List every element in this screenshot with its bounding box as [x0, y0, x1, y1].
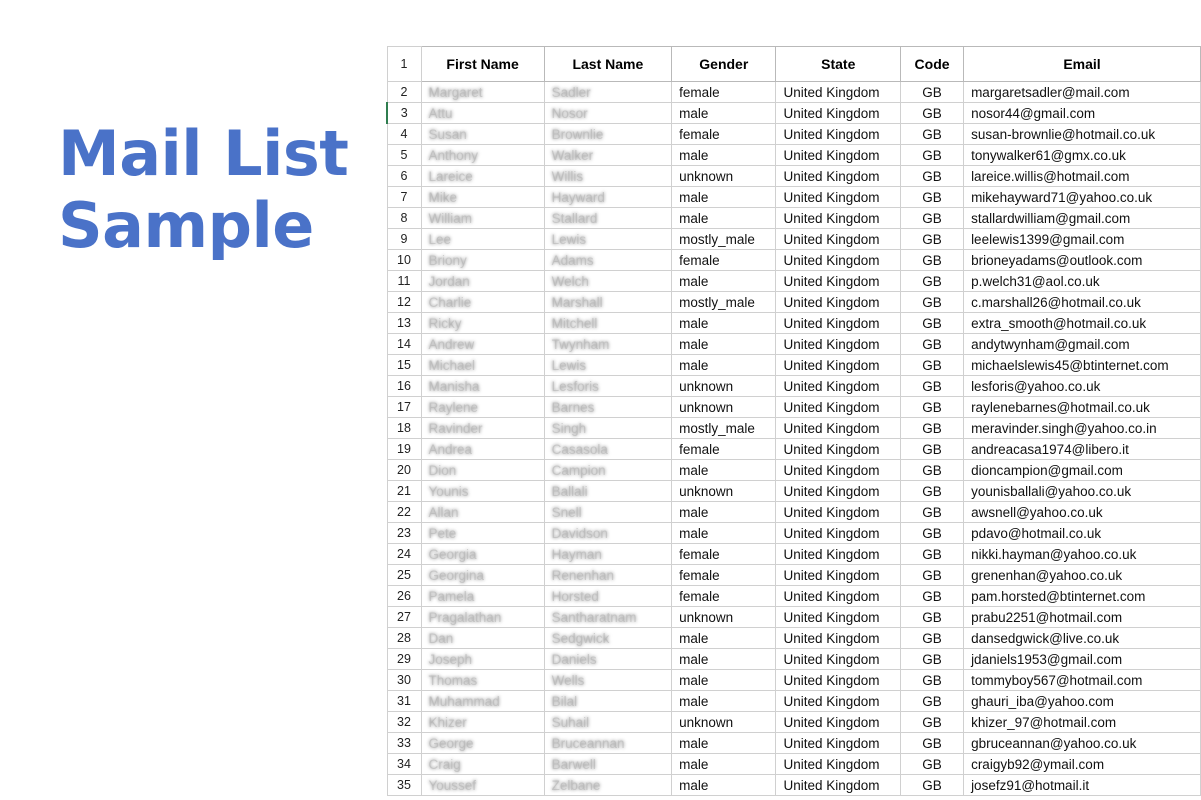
cell-first-name[interactable]: Briony: [421, 250, 544, 271]
cell-first-name[interactable]: Thomas: [421, 670, 544, 691]
cell-state[interactable]: United Kingdom: [776, 103, 901, 124]
table-row: [387, 187, 1201, 208]
table-row: [387, 607, 1201, 628]
cell-state[interactable]: United Kingdom: [776, 397, 901, 418]
cell-state[interactable]: United Kingdom: [776, 775, 901, 796]
cell-gender[interactable]: male: [672, 502, 776, 523]
cell-last-name[interactable]: Hayman: [544, 544, 671, 565]
table-header-row: [387, 47, 1201, 82]
cell-state[interactable]: United Kingdom: [776, 586, 901, 607]
column-header-last-name[interactable]: Last Name: [544, 47, 671, 82]
cell-state[interactable]: United Kingdom: [776, 313, 901, 334]
cell-last-name[interactable]: Hayward: [544, 187, 671, 208]
cell-last-name[interactable]: Suhail: [544, 712, 671, 733]
row-number-cell[interactable]: 11: [387, 271, 421, 292]
title-line-1: Mail List: [58, 117, 349, 190]
cell-state[interactable]: United Kingdom: [776, 334, 901, 355]
cell-email[interactable]: raylenebarnes@hotmail.co.uk: [964, 397, 1201, 418]
cell-code[interactable]: GB: [901, 418, 964, 439]
cell-last-name[interactable]: Sedgwick: [544, 628, 671, 649]
cell-code[interactable]: GB: [901, 691, 964, 712]
cell-code[interactable]: GB: [901, 649, 964, 670]
cell-first-name[interactable]: Anthony: [421, 145, 544, 166]
cell-state[interactable]: United Kingdom: [776, 229, 901, 250]
table-row: [387, 166, 1201, 187]
row-number-cell[interactable]: 18: [387, 418, 421, 439]
cell-first-name[interactable]: Khizer: [421, 712, 544, 733]
cell-email[interactable]: josefz91@hotmail.it: [964, 775, 1201, 796]
cell-last-name[interactable]: Bilal: [544, 691, 671, 712]
table-row: [387, 628, 1201, 649]
cell-code[interactable]: GB: [901, 271, 964, 292]
cell-gender[interactable]: male: [672, 628, 776, 649]
cell-state[interactable]: United Kingdom: [776, 502, 901, 523]
cell-code[interactable]: GB: [901, 628, 964, 649]
cell-first-name[interactable]: Pragalathan: [421, 607, 544, 628]
cell-state[interactable]: United Kingdom: [776, 355, 901, 376]
row-number-cell[interactable]: 8: [387, 208, 421, 229]
table-row: [387, 649, 1201, 670]
cell-email[interactable]: andytwynham@gmail.com: [964, 334, 1201, 355]
row-number-cell[interactable]: 21: [387, 481, 421, 502]
cell-email[interactable]: tonywalker61@gmx.co.uk: [964, 145, 1201, 166]
row-number-cell[interactable]: 17: [387, 397, 421, 418]
cell-email[interactable]: khizer_97@hotmail.com: [964, 712, 1201, 733]
cell-first-name[interactable]: Ricky: [421, 313, 544, 334]
row-number-cell[interactable]: 5: [387, 145, 421, 166]
cell-gender[interactable]: male: [672, 670, 776, 691]
cell-gender[interactable]: male: [672, 754, 776, 775]
cell-last-name[interactable]: Campion: [544, 460, 671, 481]
row-number-cell[interactable]: 19: [387, 439, 421, 460]
cell-gender[interactable]: unknown: [672, 607, 776, 628]
cell-first-name[interactable]: Michael: [421, 355, 544, 376]
table-row: [387, 712, 1201, 733]
cell-code[interactable]: GB: [901, 376, 964, 397]
cell-gender[interactable]: male: [672, 460, 776, 481]
cell-state[interactable]: United Kingdom: [776, 124, 901, 145]
table-row: [387, 460, 1201, 481]
cell-email[interactable]: grenenhan@yahoo.co.uk: [964, 565, 1201, 586]
cell-last-name[interactable]: Daniels: [544, 649, 671, 670]
cell-code[interactable]: GB: [901, 544, 964, 565]
cell-code[interactable]: GB: [901, 586, 964, 607]
cell-gender[interactable]: female: [672, 544, 776, 565]
cell-state[interactable]: United Kingdom: [776, 460, 901, 481]
cell-gender[interactable]: female: [672, 565, 776, 586]
cell-last-name[interactable]: Horsted: [544, 586, 671, 607]
column-header-email[interactable]: Email: [964, 47, 1201, 82]
cell-last-name[interactable]: Twynham: [544, 334, 671, 355]
table-row: [387, 418, 1201, 439]
cell-code[interactable]: GB: [901, 124, 964, 145]
table-row: [387, 439, 1201, 460]
spreadsheet: [386, 46, 1201, 796]
table-row: [387, 229, 1201, 250]
cell-state[interactable]: United Kingdom: [776, 208, 901, 229]
cell-last-name[interactable]: Welch: [544, 271, 671, 292]
cell-first-name[interactable]: Youssef: [421, 775, 544, 796]
row-number-cell[interactable]: 6: [387, 166, 421, 187]
cell-gender[interactable]: male: [672, 334, 776, 355]
cell-gender[interactable]: mostly_male: [672, 292, 776, 313]
row-number-cell[interactable]: 26: [387, 586, 421, 607]
cell-email[interactable]: andreacasa1974@libero.it: [964, 439, 1201, 460]
cell-email[interactable]: brioneyadams@outlook.com: [964, 250, 1201, 271]
cell-first-name[interactable]: Allan: [421, 502, 544, 523]
cell-code[interactable]: GB: [901, 670, 964, 691]
cell-gender[interactable]: male: [672, 145, 776, 166]
cell-first-name[interactable]: Andrew: [421, 334, 544, 355]
cell-state[interactable]: United Kingdom: [776, 691, 901, 712]
cell-code[interactable]: GB: [901, 607, 964, 628]
table-row: [387, 292, 1201, 313]
cell-last-name[interactable]: Snell: [544, 502, 671, 523]
cell-gender[interactable]: male: [672, 313, 776, 334]
cell-state[interactable]: United Kingdom: [776, 670, 901, 691]
cell-code[interactable]: GB: [901, 775, 964, 796]
cell-first-name[interactable]: Muhammad: [421, 691, 544, 712]
cell-last-name[interactable]: Ballali: [544, 481, 671, 502]
cell-code[interactable]: GB: [901, 250, 964, 271]
cell-email[interactable]: c.marshall26@hotmail.co.uk: [964, 292, 1201, 313]
row-number-cell[interactable]: 34: [387, 754, 421, 775]
cell-last-name[interactable]: Adams: [544, 250, 671, 271]
cell-state[interactable]: United Kingdom: [776, 565, 901, 586]
cell-state[interactable]: United Kingdom: [776, 628, 901, 649]
row-number-cell[interactable]: 29: [387, 649, 421, 670]
cell-gender[interactable]: male: [672, 691, 776, 712]
cell-first-name[interactable]: Ravinder: [421, 418, 544, 439]
row-number-cell[interactable]: 4: [387, 124, 421, 145]
cell-state[interactable]: United Kingdom: [776, 166, 901, 187]
cell-email[interactable]: leelewis1399@gmail.com: [964, 229, 1201, 250]
column-header-code[interactable]: Code: [901, 47, 964, 82]
cell-email[interactable]: margaretsadler@mail.com: [964, 82, 1201, 103]
cell-state[interactable]: United Kingdom: [776, 607, 901, 628]
cell-first-name[interactable]: Margaret: [421, 82, 544, 103]
cell-gender[interactable]: mostly_male: [672, 418, 776, 439]
cell-code[interactable]: GB: [901, 712, 964, 733]
title-block: [58, 118, 358, 262]
table-row: [387, 103, 1201, 124]
cell-first-name[interactable]: Mike: [421, 187, 544, 208]
cell-first-name[interactable]: Georgina: [421, 565, 544, 586]
cell-gender[interactable]: unknown: [672, 376, 776, 397]
cell-code[interactable]: GB: [901, 481, 964, 502]
cell-code[interactable]: GB: [901, 166, 964, 187]
cell-first-name[interactable]: Manisha: [421, 376, 544, 397]
cell-gender[interactable]: male: [672, 523, 776, 544]
cell-code[interactable]: GB: [901, 565, 964, 586]
row-number-cell[interactable]: 13: [387, 313, 421, 334]
cell-gender[interactable]: female: [672, 250, 776, 271]
title-line-2: Sample: [58, 189, 314, 262]
cell-gender[interactable]: unknown: [672, 481, 776, 502]
cell-first-name[interactable]: Attu: [421, 103, 544, 124]
cell-code[interactable]: GB: [901, 292, 964, 313]
table-row: [387, 397, 1201, 418]
cell-state[interactable]: United Kingdom: [776, 649, 901, 670]
table-row: [387, 544, 1201, 565]
cell-first-name[interactable]: Jordan: [421, 271, 544, 292]
cell-gender[interactable]: female: [672, 586, 776, 607]
cell-first-name[interactable]: Raylene: [421, 397, 544, 418]
row-number-cell[interactable]: 9: [387, 229, 421, 250]
table-row: [387, 775, 1201, 796]
cell-code[interactable]: GB: [901, 397, 964, 418]
row-number-cell[interactable]: 22: [387, 502, 421, 523]
cell-email[interactable]: lesforis@yahoo.co.uk: [964, 376, 1201, 397]
cell-first-name[interactable]: Younis: [421, 481, 544, 502]
cell-gender[interactable]: unknown: [672, 712, 776, 733]
cell-state[interactable]: United Kingdom: [776, 187, 901, 208]
cell-gender[interactable]: male: [672, 775, 776, 796]
row-number-cell[interactable]: 10: [387, 250, 421, 271]
table-row: [387, 502, 1201, 523]
cell-last-name[interactable]: Lesforis: [544, 376, 671, 397]
cell-first-name[interactable]: Lareice: [421, 166, 544, 187]
cell-gender[interactable]: male: [672, 733, 776, 754]
cell-first-name[interactable]: Charlie: [421, 292, 544, 313]
cell-first-name[interactable]: Andrea: [421, 439, 544, 460]
cell-last-name[interactable]: Singh: [544, 418, 671, 439]
cell-email[interactable]: nikki.hayman@yahoo.co.uk: [964, 544, 1201, 565]
cell-email[interactable]: mikehayward71@yahoo.co.uk: [964, 187, 1201, 208]
table-row: [387, 754, 1201, 775]
row-number-cell[interactable]: 28: [387, 628, 421, 649]
cell-email[interactable]: dansedgwick@live.co.uk: [964, 628, 1201, 649]
cell-email[interactable]: gbruceannan@yahoo.co.uk: [964, 733, 1201, 754]
table-row: [387, 733, 1201, 754]
cell-first-name[interactable]: Georgia: [421, 544, 544, 565]
cell-last-name[interactable]: Lewis: [544, 229, 671, 250]
cell-gender[interactable]: mostly_male: [672, 229, 776, 250]
row-number-cell[interactable]: 30: [387, 670, 421, 691]
cell-email[interactable]: stallardwilliam@gmail.com: [964, 208, 1201, 229]
cell-code[interactable]: GB: [901, 313, 964, 334]
cell-code[interactable]: GB: [901, 439, 964, 460]
row-number-cell[interactable]: 16: [387, 376, 421, 397]
cell-last-name[interactable]: Casasola: [544, 439, 671, 460]
cell-last-name[interactable]: Bruceannan: [544, 733, 671, 754]
cell-code[interactable]: GB: [901, 82, 964, 103]
table-row: [387, 670, 1201, 691]
cell-email[interactable]: extra_smooth@hotmail.co.uk: [964, 313, 1201, 334]
cell-code[interactable]: GB: [901, 523, 964, 544]
cell-email[interactable]: ghauri_iba@yahoo.com: [964, 691, 1201, 712]
cell-email[interactable]: younisballali@yahoo.co.uk: [964, 481, 1201, 502]
row-number-cell[interactable]: 15: [387, 355, 421, 376]
row-number-cell[interactable]: 7: [387, 187, 421, 208]
row-number-cell[interactable]: 3: [387, 103, 421, 124]
cell-code[interactable]: GB: [901, 208, 964, 229]
cell-email[interactable]: susan-brownlie@hotmail.co.uk: [964, 124, 1201, 145]
table-row: [387, 313, 1201, 334]
cell-state[interactable]: United Kingdom: [776, 523, 901, 544]
cell-email[interactable]: lareice.willis@hotmail.com: [964, 166, 1201, 187]
table-row: [387, 481, 1201, 502]
cell-gender[interactable]: female: [672, 82, 776, 103]
cell-first-name[interactable]: Lee: [421, 229, 544, 250]
cell-first-name[interactable]: William: [421, 208, 544, 229]
cell-last-name[interactable]: Lewis: [544, 355, 671, 376]
cell-state[interactable]: United Kingdom: [776, 292, 901, 313]
cell-code[interactable]: GB: [901, 754, 964, 775]
table-row: [387, 523, 1201, 544]
cell-gender[interactable]: male: [672, 355, 776, 376]
cell-email[interactable]: meravinder.singh@yahoo.co.in: [964, 418, 1201, 439]
cell-state[interactable]: United Kingdom: [776, 712, 901, 733]
cell-gender[interactable]: female: [672, 439, 776, 460]
cell-last-name[interactable]: Wells: [544, 670, 671, 691]
cell-first-name[interactable]: Pete: [421, 523, 544, 544]
cell-email[interactable]: tommyboy567@hotmail.com: [964, 670, 1201, 691]
cell-gender[interactable]: female: [672, 124, 776, 145]
table-row: [387, 565, 1201, 586]
cell-state[interactable]: United Kingdom: [776, 250, 901, 271]
cell-code[interactable]: GB: [901, 187, 964, 208]
cell-first-name[interactable]: Susan: [421, 124, 544, 145]
cell-state[interactable]: United Kingdom: [776, 376, 901, 397]
row-number-cell[interactable]: 35: [387, 775, 421, 796]
cell-last-name[interactable]: Sadler: [544, 82, 671, 103]
cell-email[interactable]: nosor44@gmail.com: [964, 103, 1201, 124]
cell-last-name[interactable]: Santharatnam: [544, 607, 671, 628]
cell-first-name[interactable]: Dan: [421, 628, 544, 649]
table-row: [387, 334, 1201, 355]
cell-email[interactable]: pdavo@hotmail.co.uk: [964, 523, 1201, 544]
table-row: [387, 124, 1201, 145]
row-number-cell[interactable]: 12: [387, 292, 421, 313]
row-number-cell[interactable]: 27: [387, 607, 421, 628]
cell-first-name[interactable]: George: [421, 733, 544, 754]
cell-last-name[interactable]: Davidson: [544, 523, 671, 544]
row-number-cell[interactable]: 33: [387, 733, 421, 754]
column-header-state[interactable]: State: [776, 47, 901, 82]
cell-last-name[interactable]: Zelbane: [544, 775, 671, 796]
cell-state[interactable]: United Kingdom: [776, 418, 901, 439]
cell-email[interactable]: pam.horsted@btinternet.com: [964, 586, 1201, 607]
cell-state[interactable]: United Kingdom: [776, 481, 901, 502]
column-header-first-name[interactable]: First Name: [421, 47, 544, 82]
cell-state[interactable]: United Kingdom: [776, 271, 901, 292]
row-number-cell[interactable]: 23: [387, 523, 421, 544]
cell-code[interactable]: GB: [901, 334, 964, 355]
cell-last-name[interactable]: Renenhan: [544, 565, 671, 586]
cell-email[interactable]: michaelslewis45@btinternet.com: [964, 355, 1201, 376]
row-number-cell[interactable]: 31: [387, 691, 421, 712]
table-row: [387, 271, 1201, 292]
cell-email[interactable]: prabu2251@hotmail.com: [964, 607, 1201, 628]
row-number-cell[interactable]: 20: [387, 460, 421, 481]
cell-gender[interactable]: unknown: [672, 166, 776, 187]
cell-email[interactable]: craigyb92@ymail.com: [964, 754, 1201, 775]
cell-state[interactable]: United Kingdom: [776, 754, 901, 775]
cell-gender[interactable]: unknown: [672, 397, 776, 418]
row-number-cell[interactable]: 32: [387, 712, 421, 733]
table-row: [387, 250, 1201, 271]
cell-last-name[interactable]: Stallard: [544, 208, 671, 229]
row-number-header[interactable]: 1: [387, 47, 421, 82]
cell-state[interactable]: United Kingdom: [776, 82, 901, 103]
cell-gender[interactable]: male: [672, 187, 776, 208]
cell-code[interactable]: GB: [901, 355, 964, 376]
cell-email[interactable]: jdaniels1953@gmail.com: [964, 649, 1201, 670]
cell-last-name[interactable]: Willis: [544, 166, 671, 187]
cell-last-name[interactable]: Barnes: [544, 397, 671, 418]
cell-gender[interactable]: male: [672, 208, 776, 229]
cell-state[interactable]: United Kingdom: [776, 544, 901, 565]
table-row: [387, 145, 1201, 166]
cell-first-name[interactable]: Dion: [421, 460, 544, 481]
row-number-cell[interactable]: 24: [387, 544, 421, 565]
column-header-gender[interactable]: Gender: [672, 47, 776, 82]
row-number-cell[interactable]: 25: [387, 565, 421, 586]
table-row: [387, 82, 1201, 103]
mail-list-table: [386, 46, 1201, 796]
cell-gender[interactable]: male: [672, 271, 776, 292]
cell-gender[interactable]: male: [672, 103, 776, 124]
table-row: [387, 355, 1201, 376]
cell-code[interactable]: GB: [901, 733, 964, 754]
row-number-cell[interactable]: 2: [387, 82, 421, 103]
cell-first-name[interactable]: Pamela: [421, 586, 544, 607]
table-row: [387, 691, 1201, 712]
cell-state[interactable]: United Kingdom: [776, 439, 901, 460]
cell-first-name[interactable]: Craig: [421, 754, 544, 775]
cell-first-name[interactable]: Joseph: [421, 649, 544, 670]
table-row: [387, 208, 1201, 229]
cell-code[interactable]: GB: [901, 145, 964, 166]
cell-code[interactable]: GB: [901, 460, 964, 481]
cell-email[interactable]: p.welch31@aol.co.uk: [964, 271, 1201, 292]
cell-state[interactable]: United Kingdom: [776, 145, 901, 166]
row-number-cell[interactable]: 14: [387, 334, 421, 355]
cell-email[interactable]: dioncampion@gmail.com: [964, 460, 1201, 481]
cell-last-name[interactable]: Mitchell: [544, 313, 671, 334]
cell-code[interactable]: GB: [901, 502, 964, 523]
cell-last-name[interactable]: Marshall: [544, 292, 671, 313]
table-row: [387, 376, 1201, 397]
table-row: [387, 586, 1201, 607]
cell-last-name[interactable]: Nosor: [544, 103, 671, 124]
cell-last-name[interactable]: Walker: [544, 145, 671, 166]
cell-gender[interactable]: male: [672, 649, 776, 670]
cell-code[interactable]: GB: [901, 103, 964, 124]
cell-last-name[interactable]: Brownlie: [544, 124, 671, 145]
cell-last-name[interactable]: Barwell: [544, 754, 671, 775]
cell-state[interactable]: United Kingdom: [776, 733, 901, 754]
cell-email[interactable]: awsnell@yahoo.co.uk: [964, 502, 1201, 523]
cell-code[interactable]: GB: [901, 229, 964, 250]
